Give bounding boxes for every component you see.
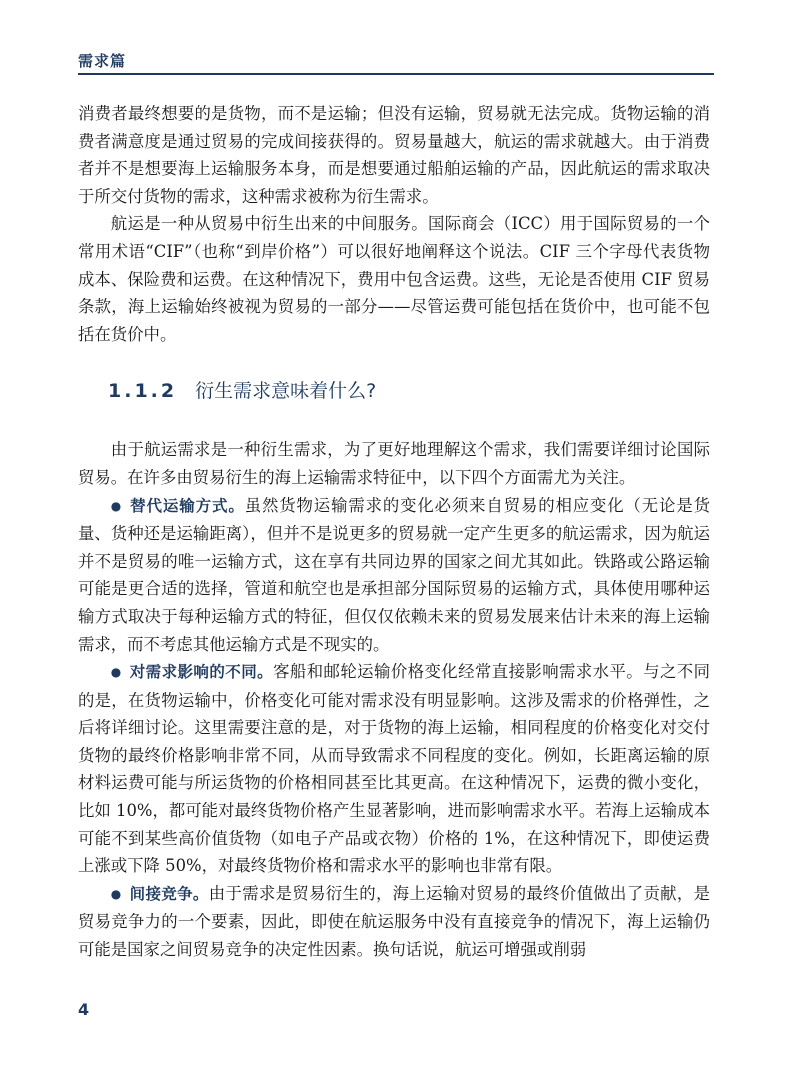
bullet-item-demand-impact (78, 658, 710, 880)
bullet-item-indirect-competition (78, 880, 710, 964)
bullet-icon: ● (110, 665, 122, 680)
bullet-icon: ● (110, 498, 123, 513)
bullet-text: 虽然货物运输需求的变化必须来自贸易的相应变化（无论是货量、货种还是运输距离），但并不是说更多的贸易就一定产生更多的航运需求，因为航运并不是贸易的唯一运输方式，这在享有共同边界的国家之间尤其如此。铁路或公路运输可能是更合适的选择，管道和航空也是承担部分国际贸易的运输方式，具体使用哪种运输方式取决于每种运输方式的特征，但仅仅依赖未来的贸易发展来估计未来的海上运输需求，而不考虑其他运输方式是不现实的。 (78, 495, 710, 654)
bullet-lead: 替代运输方式。 (130, 496, 245, 515)
bullet-item-alternative-transport (78, 492, 710, 659)
paragraph-2: 航运是一种从贸易中衍生出来的中间服务。国际商会（ICC）用于国际贸易的一个常用术语“CIF”（也称“到岸价格”）可以很好地阐释这个说法。CIF 三个字母代表货物成本、保险费和运费。在这种情况下，费用中包含运费。这些，无论是否使用 CIF 贸易条款，海上运输始终被视为贸易的一部分——尽管运费可能包括在货价中，也可能不包括在货价中。 (78, 214, 710, 344)
intro-paragraph: 由于航运需求是一种衍生需求，为了更好地理解这个需求，我们需要详细讨论国际贸易。在许多由贸易衍生的海上运输需求特征中，以下四个方面需尤为关注。 (78, 440, 710, 487)
paragraph-1: 消费者最终想要的是货物，而不是运输；但没有运输，贸易就无法完成。货物运输的消费者满意度是通过贸易的完成间接获得的。贸易量越大，航运的需求就越大。由于消费者并不是想要海上运输服务本身，而是想要通过船舶运输的产品，因此航运的需求取决于所交付货物的需求，这种需求被称为衍生需求。 (78, 104, 710, 206)
bullet-lead: 对需求影响的不同。 (129, 663, 274, 682)
page-body (78, 100, 710, 964)
bullet-text: 由于需求是贸易衍生的，海上运输对贸易的最终价值做出了贡献，是贸易竞争力的一个要素，因此，即使在航运服务中没有直接竞争的情况下，海上运输仍可能是国家之间贸易竞争的决定性因素。换句话说，航运可增强或削弱 (78, 883, 710, 960)
header-divider (78, 73, 714, 75)
section-number: 1.1.2 (108, 380, 178, 403)
bullet-text: 客船和邮轮运输价格变化经常直接影响需求水平。与之不同的是，在货物运输中，价格变化可能对需求没有明显影响。这涉及需求的价格弹性，之后将详细讨论。这里需要注意的是，对于货物的海上运输，相同程度的价格变化对交付货物的最终价格影响非常不同，从而导致需求不同程度的变化。例如，长距离运输的原材料运费可能与所运货物的价格相同甚至比其更高。在这种情况下，运费的微小变化，比如 10%，都可能对最终货物价格产生显著影响，进而影响需求水平。若海上运输成本可能不到某些高价值货物（如电子产品或衣物）价格的 1%，在这种情况下，即使运费上涨或下降 50%，对最终货物价格和需求水平的影响也非常有限。 (78, 662, 710, 876)
running-head: 需求篇 (78, 52, 127, 70)
section-title: 衍生需求意味着什么? (195, 380, 377, 403)
bullet-lead: 间接竞争。 (129, 884, 209, 903)
page-number: 4 (78, 1000, 90, 1019)
section-heading (108, 376, 710, 406)
bullet-icon: ● (110, 886, 122, 901)
